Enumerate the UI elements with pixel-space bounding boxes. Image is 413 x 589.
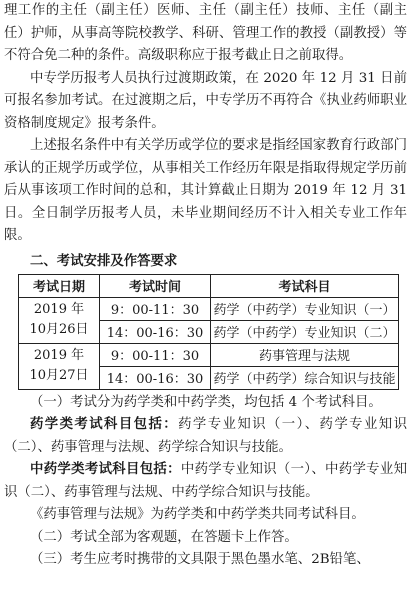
exam-date-day: 10月26日 <box>29 322 89 337</box>
section-title: 二、考试安排及作答要求 <box>30 252 178 269</box>
header-exam-time: 考试时间 <box>100 274 211 297</box>
note-objective-questions: （二）考试全部为客观题，在答题卡上作答。 <box>30 529 298 545</box>
paragraph-senior-title: 理工作的主任（副主任）医师、主任（副主任）技师、主任（副主任）护师，从事高等院校教学、科研、管理工作的教授（副教授）等不符合免二种的条件。高级职称应于报考截止日之前取得。 <box>4 3 407 63</box>
header-exam-subject: 考试科目 <box>211 274 399 297</box>
exam-subject-cell: 药事管理与法规 <box>211 343 399 366</box>
exam-time-cell: 14：00-16：30 <box>100 320 211 343</box>
exam-date-cell <box>19 297 100 343</box>
exam-time-cell: 9：00-11：30 <box>100 297 211 320</box>
tcm-subjects-label: 中药学类考试科目包括： <box>30 462 181 477</box>
paragraph-tcm-subjects <box>4 459 407 504</box>
exam-subject-cell: 药学（中药学）综合知识与技能 <box>211 366 399 389</box>
exam-time-cell: 14：00-16：30 <box>100 366 211 389</box>
exam-subject-cell: 药学（中药学）专业知识（二） <box>211 320 399 343</box>
header-exam-date: 考试日期 <box>19 274 100 297</box>
exam-time-cell: 9：00-11：30 <box>100 343 211 366</box>
exam-date-cell <box>19 343 100 389</box>
table-header-row <box>19 274 399 297</box>
pharmacy-subjects-text: 药学专业知识（一）、药学专业知识（二）、药事管理与法规、药学综合知识与技能。 <box>4 417 407 455</box>
paragraph-common-subject: 《药事管理与法规》为药学类和中药学类共同考试科目。 <box>30 507 365 522</box>
paragraph-pharmacy-subjects <box>4 414 407 459</box>
exam-date-day: 10月27日 <box>29 368 89 383</box>
exam-subject-cell: 药学（中药学）专业知识（一） <box>211 297 399 320</box>
exam-date-year: 2019 年 <box>33 302 85 317</box>
exam-schedule-table <box>18 274 399 390</box>
note-exam-categories: （一）考试分为药学类和中药学类，均包括 4 个考试科目。 <box>30 394 382 410</box>
note-stationery: （三）考生应考时携带的文具限于黑色墨水笔、2B铅笔、 <box>30 552 370 567</box>
paragraph-education-requirement: 上述报名条件中有关学历或学位的要求是指经国家教育行政部门承认的正规学历或学位，从事相关工作经历年限是指取得规定学历前后从事该项工作时间的总和，其计算截止日期为 2019 年 12 月 31 日。全日制学历报考人员，未毕业期间经历不计入相关专业工作年限。 <box>4 138 407 243</box>
paragraph-transition-policy: 中专学历报考人员执行过渡期政策，在 2020 年 12 月 31 日前可报名参加考试。在过渡期之后，中专学历不再符合《执业药师职业资格制度规定》报考条件。 <box>4 70 407 131</box>
pharmacy-subjects-label: 药学类考试科目包括： <box>30 417 179 432</box>
tcm-subjects-text: 中药学专业知识（一）、中药学专业知识（二）、药事管理与法规、中药学综合知识与技能。 <box>4 462 407 500</box>
table-row <box>19 343 399 366</box>
table-row <box>19 297 399 320</box>
exam-date-year: 2019 年 <box>33 348 85 363</box>
